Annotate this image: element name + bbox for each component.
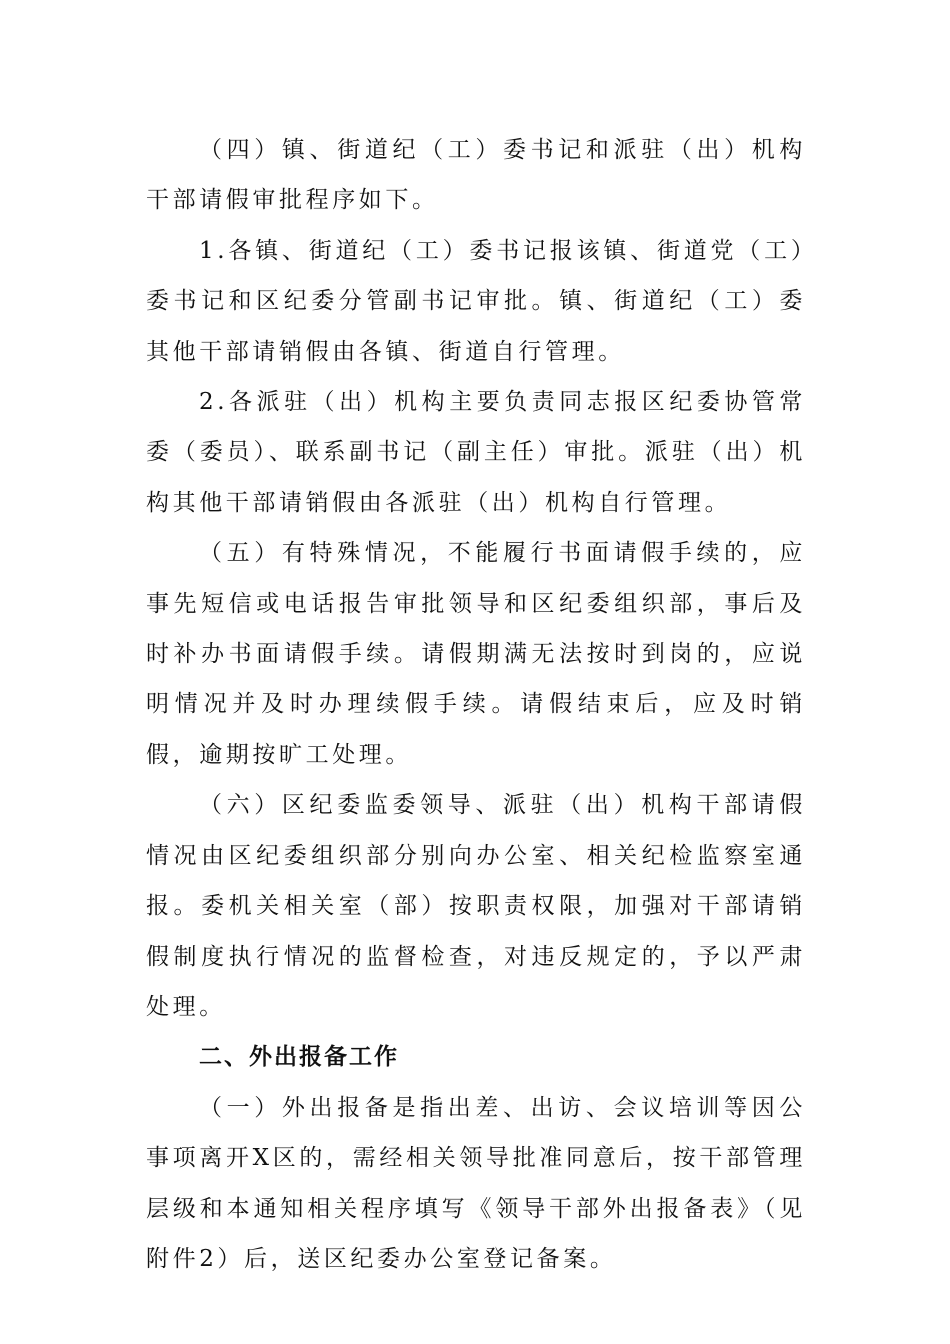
paragraph-outing-report: （一）外出报备是指出差、出访、会议培训等因公事项离开X区的，需经相关领导批准同意后，按干部管理层级和本通知相关程序填写《领导干部外出报备表》（见附件2）后，送区纪委办公室登记备案。	[146, 1094, 806, 1272]
section-heading: 二、外出报备工作	[199, 1044, 399, 1071]
paragraph-special-cases: （五）有特殊情况，不能履行书面请假手续的，应事先短信或电话报告审批领导和区纪委组织部，事后及时补办书面请假手续。请假期满无法按时到岗的，应说明情况并及时办理续假手续。请假结束后，应及时销假，逾期按旷工处理。	[146, 540, 806, 768]
paragraph-town-approval: （四）镇、街道纪（工）委书记和派驻（出）机构干部请假审批程序如下。	[146, 137, 806, 214]
document-body	[146, 125, 806, 1284]
paragraph-notification: （六）区纪委监委领导、派驻（出）机构干部请假情况由区纪委组织部分别向办公室、相关纪检监察室通报。委机关相关室（部）按职责权限，加强对干部请销假制度执行情况的监督检查，对违反规定的，予以严肃处理。	[146, 792, 806, 1020]
paragraph-item-2: 2.各派驻（出）机构主要负责同志报区纪委协管常委（委员）、联系副书记（副主任）审批。派驻（出）机构其他干部请销假由各派驻（出）机构自行管理。	[146, 389, 806, 516]
paragraph-item-1: 1.各镇、街道纪（工）委书记报该镇、街道党（工）委书记和区纪委分管副书记审批。镇、街道纪（工）委其他干部请销假由各镇、街道自行管理。	[146, 237, 806, 365]
